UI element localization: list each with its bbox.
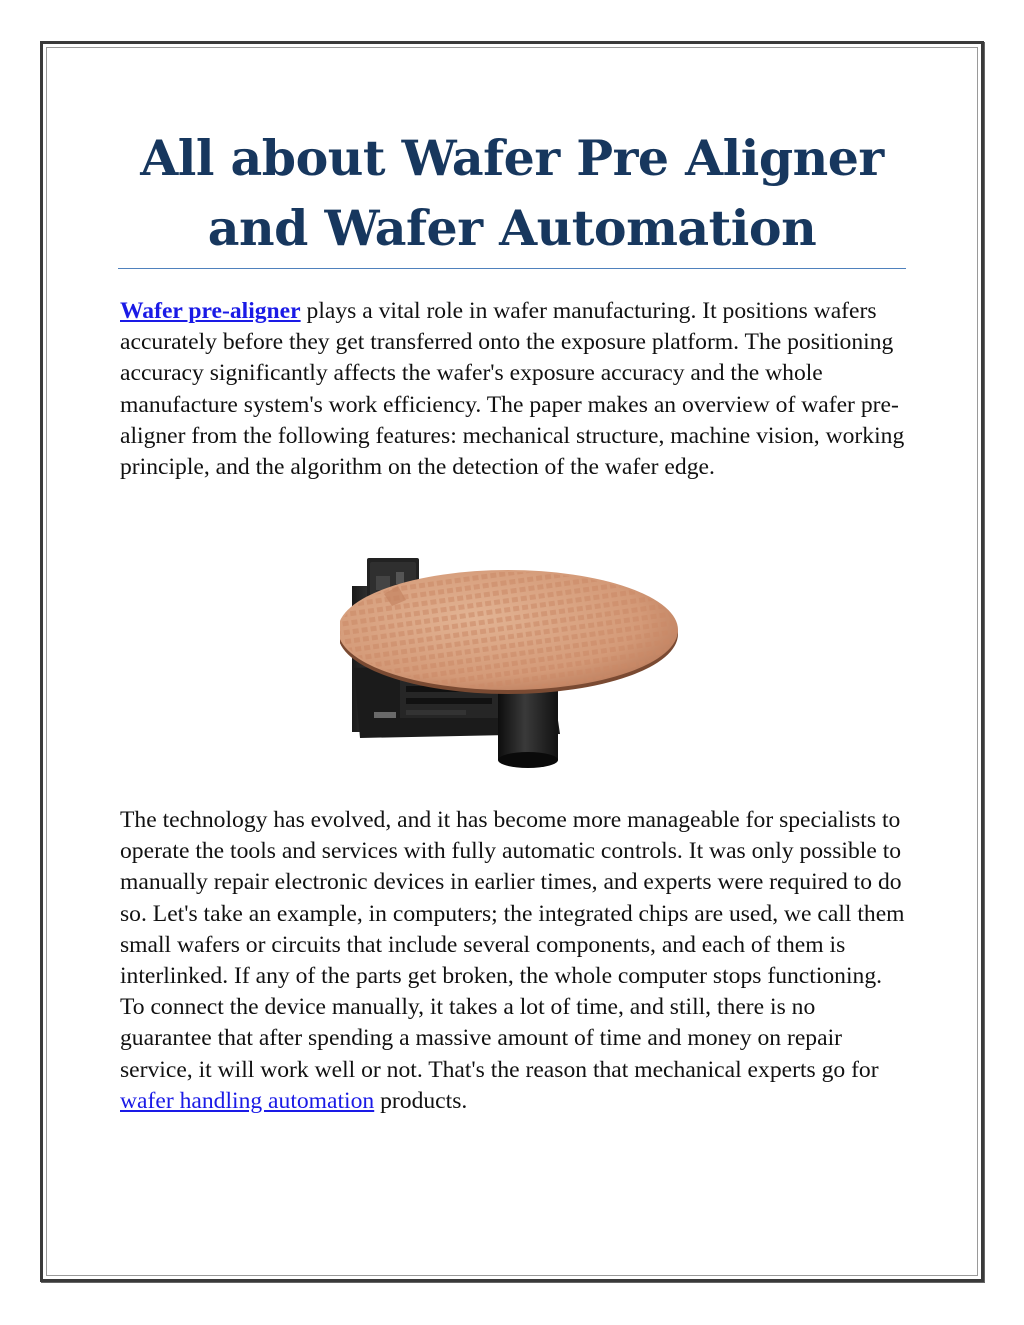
- automation-paragraph-text: The technology has evolved, and it has become more manageable for specialists to operate the tools and services with fully automatic controls. It was only possible to manually repair electronic devices in earlier times, and experts were required to do so. Let's take an example, in computers; the integrated chips are used, we call them small wafers or circuits that include several components, and each of them is interlinked. If any of the parts get broken, the whole computer stops functioning. To connect the device manually, it takes a lot of time, and still, there is no guarantee that after spending a massive amount of time and money on repair service, it will work well or not. That's the reason that mechanical experts go for: [120, 807, 905, 1083]
- automation-paragraph-end: products.: [374, 1087, 468, 1114]
- intro-paragraph: [120, 296, 910, 483]
- document-title: All about Wafer Pre Aligner and Wafer Automation: [140, 129, 884, 257]
- title-divider: [118, 268, 906, 269]
- automation-paragraph: [120, 805, 910, 1117]
- intro-paragraph-text: plays a vital role in wafer manufacturing. It positions wafers accurately before they get transferred onto the exposure platform. The positioning accuracy significantly affects the wafer's exposure accuracy and the whole manufacture system's work efficiency. The paper makes an overview of wafer pre-aligner from the following features: mechanical structure, machine vision, working principle, and the algorithm on the detection of the wafer edge.: [120, 298, 905, 481]
- wafer-pre-aligner-image: [340, 548, 690, 778]
- wafer-pre-aligner-link[interactable]: Wafer pre-aligner: [120, 298, 301, 324]
- wafer-handling-automation-link[interactable]: wafer handling automation: [120, 1087, 375, 1114]
